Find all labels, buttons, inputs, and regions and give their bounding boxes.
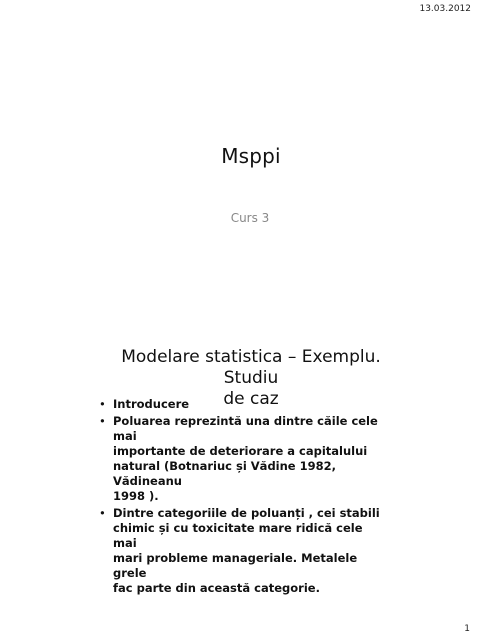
bullet-line: importante de deteriorare a capitalului [113, 444, 368, 458]
bullet-line: Poluarea reprezintă una dintre căile cele mai [113, 414, 378, 443]
header-date: 13.03.2012 [419, 4, 471, 14]
page-number: 1 [464, 624, 470, 634]
bullet-line: natural (Botnariuc și Vădine 1982, Vădineanu [113, 459, 336, 488]
bullet-line: 1998 ). [113, 489, 159, 503]
bullet-line: Introducere [113, 397, 190, 411]
slide-heading-line-1: Modelare statistica – Exemplu. Studiu [121, 347, 381, 388]
bullet-line: mari probleme manageriale. Metalele grele [113, 551, 358, 580]
bullet-list [99, 397, 389, 598]
bullet-item [99, 414, 389, 504]
bullet-item [99, 506, 389, 596]
bullet-icon: • [99, 397, 106, 411]
bullet-item [99, 397, 389, 412]
bullet-icon: • [99, 506, 106, 520]
slide-title: Msppi [221, 144, 281, 168]
slide-heading-line-2: de caz [223, 389, 279, 409]
bullet-icon: • [99, 414, 106, 428]
bullet-line: chimic și cu toxicitate mare ridică cele mai [113, 521, 363, 550]
bullet-line: Dintre categoriile de poluanți , cei stabili [113, 506, 380, 520]
slide-subtitle: Curs 3 [230, 211, 270, 225]
bullet-line: fac parte din această categorie. [113, 581, 320, 595]
